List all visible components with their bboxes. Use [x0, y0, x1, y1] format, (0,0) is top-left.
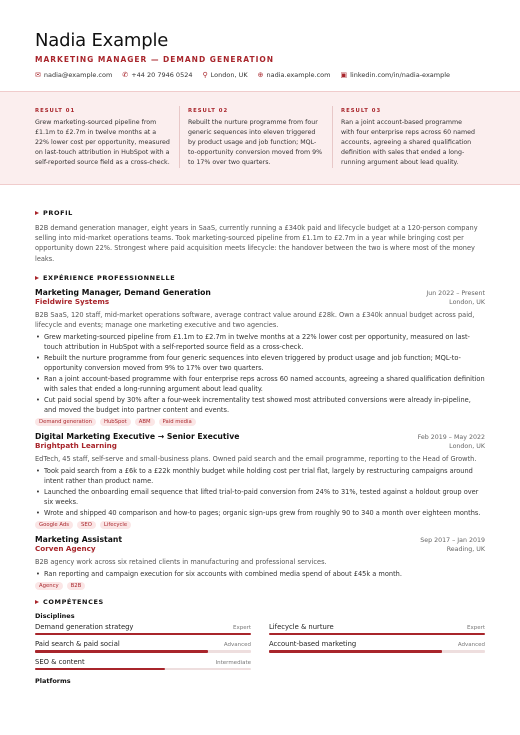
experience-section [0, 274, 520, 590]
phone-text: +44 20 7946 0524 [131, 71, 193, 79]
skill-level-bar [269, 633, 485, 636]
job-tags [35, 582, 485, 590]
skill-tag: HubSpot [100, 418, 131, 426]
result-label: RESULT 03 [341, 108, 382, 114]
skill-level-bar [35, 668, 251, 671]
candidate-role: MARKETING MANAGER — DEMAND GENERATION [35, 55, 275, 64]
result-label: RESULT 02 [188, 108, 229, 114]
result-text: Ran a joint account-based programme with four enterprise reps across 60 named accounts, agreeing a shared qualification definition with sales that ended a long-running argument about lead quality. [341, 119, 475, 166]
skill-tag: B2B [67, 582, 86, 590]
skill-level-fill [269, 633, 485, 636]
job-bullets [35, 569, 485, 579]
location-pin-icon: ⚲ [202, 71, 208, 79]
section-marker-icon [35, 276, 39, 280]
job-bullet: • Grew marketing-sourced pipeline from £1.1m to £2.7m in twelve months at a 22% lower cost per opportunity, measured on last-touch attribution in HubSpot with a self-reported source field as a cross-check. [44, 332, 485, 352]
skill-item [269, 640, 485, 653]
skill-item [35, 640, 251, 653]
section-title: EXPÉRIENCE PROFESSIONNELLE [43, 273, 176, 282]
profile-text: B2B demand generation manager, eight years in SaaS, currently running a £340k paid and lifecycle budget at a 120-person company selling into mid-market operations teams. Took marketing-sourced pipeline from £1.1m to £2.7m in a year while bringing cost per opportunity down 22%. Strongest where paid acquisition meets lifecycle: the handover between the two is where most of the money leaks. [35, 224, 478, 263]
job-location: Reading, UK [446, 545, 485, 553]
job-entry [35, 535, 485, 590]
skill-level-fill [35, 668, 165, 671]
job-location: London, UK [449, 442, 485, 450]
skill-item [35, 623, 251, 636]
globe-icon: ⊕ [257, 71, 264, 79]
skill-name: Paid search & paid social [35, 640, 120, 649]
skills-section [0, 598, 520, 686]
skill-level: Advanced [223, 642, 251, 649]
skill-tag: SEO [77, 521, 96, 529]
contact-row [35, 71, 485, 79]
skills-heading [35, 598, 485, 606]
skill-level: Expert [232, 624, 251, 631]
result-text: Rebuilt the nurture programme from four generic sequences into eleven triggered by product usage and job function; MQL-to-opportunity conversion moved from 9% to 17% over two quarters. [188, 119, 323, 166]
email-text: nadia@example.com [43, 71, 113, 79]
job-dates: Sep 2017 – Jan 2019 [420, 536, 485, 544]
skill-item [269, 623, 485, 636]
skill-level-bar [35, 650, 251, 653]
skill-tag: Google Ads [35, 521, 73, 529]
skill-level-fill [269, 650, 442, 653]
skill-level-fill [35, 650, 208, 653]
skill-name: Account-based marketing [269, 640, 357, 649]
section-marker-icon [35, 600, 39, 604]
job-title: Marketing Assistant [35, 534, 123, 544]
mail-icon: ✉ [35, 71, 41, 79]
skill-tag: ABM [135, 418, 155, 426]
result-card-3 [332, 106, 485, 168]
skill-group-title: Platforms [35, 677, 71, 686]
skill-tag: Paid media [159, 418, 196, 426]
job-description: B2B SaaS, 120 staff, mid-market operations software, average contract value around £28k. Own a £340k annual budget across paid, lifecycle and events; manage one marketing executive and two agencies. [35, 310, 475, 329]
section-title: COMPÉTENCES [43, 597, 104, 606]
skill-level: Expert [466, 624, 485, 631]
job-bullets [35, 466, 485, 518]
skill-level: Advanced [457, 642, 485, 649]
skill-level-bar [269, 650, 485, 653]
location-text: London, UK [210, 71, 248, 79]
job-bullets [35, 332, 485, 415]
skill-level: Intermediate [215, 659, 251, 666]
job-description: EdTech, 45 staff, self-serve and small-business plans. Owned paid search and the email programme, reporting to the Head of Growth. [35, 454, 477, 463]
skill-name: Demand generation strategy [35, 622, 134, 631]
job-description: B2B agency work across six retained clients in manufacturing and professional services. [35, 557, 327, 566]
resume-header [0, 4, 520, 79]
phone-icon: ✆ [122, 71, 129, 79]
skill-tag: Demand generation [35, 418, 96, 426]
section-marker-icon [35, 211, 39, 215]
skill-tag: Agency [35, 582, 63, 590]
job-bullet: • Took paid search from a £6k to a £22k monthly budget while holding cost per trial flat, largely by restructuring campaigns around intent rather than product name. [44, 466, 485, 486]
skill-name: SEO & content [35, 657, 85, 666]
job-location: London, UK [449, 298, 485, 306]
skill-item [35, 658, 251, 671]
job-title: Digital Marketing Executive → Senior Executive [35, 431, 240, 441]
linkedin-icon: ▣ [340, 71, 348, 79]
job-dates: Feb 2019 – May 2022 [417, 433, 485, 441]
job-bullet: • Ran a joint account-based programme with four enterprise reps across 60 named accounts, agreeing a shared qualification definition with sales that ended a long-running argument about lead quality. [44, 374, 485, 394]
job-company: Fieldwire Systems [35, 296, 110, 306]
result-card-2 [179, 106, 332, 168]
job-bullet: • Launched the onboarding email sequence that lifted trial-to-paid conversion from 24% to 31%, tested against a holdout group over six weeks. [44, 487, 485, 507]
website-text: nadia.example.com [266, 71, 331, 79]
key-results-band [0, 91, 520, 185]
job-entry [35, 288, 485, 426]
skill-name: Lifecycle & nurture [269, 622, 334, 631]
contact-website[interactable] [258, 71, 331, 79]
skill-group-title: Disciplines [35, 611, 75, 620]
contact-linkedin[interactable] [341, 71, 451, 79]
profile-section [0, 209, 520, 264]
skill-tag: Lifecycle [100, 521, 131, 529]
job-bullet: • Cut paid social spend by 30% after a four-week incrementality test showed most attributed conversions were already in-pipeline, and moved the budget into partner content and events. [44, 395, 485, 415]
profile-heading [35, 209, 485, 217]
skill-level-bar [35, 633, 251, 636]
skill-level-fill [35, 633, 251, 636]
result-card-1 [35, 106, 179, 168]
skills-grid [35, 623, 485, 676]
job-title: Marketing Manager, Demand Generation [35, 287, 211, 297]
job-company: Brightpath Learning [35, 440, 117, 450]
job-bullet: • Ran reporting and campaign execution for six accounts with combined media spend of about £45k a month. [44, 569, 485, 579]
result-text: Grew marketing-sourced pipeline from £1.1m to £2.7m in twelve months at a 22% lower cost per opportunity, measured on last-touch attribution in HubSpot with a self-reported source field as a cross-check. [35, 119, 170, 166]
job-bullet: • Wrote and shipped 40 comparison and how-to pages; organic sign-ups grew from roughly 90 to 340 a month over eighteen months. [44, 508, 485, 518]
job-tags [35, 521, 485, 529]
job-entry [35, 432, 485, 529]
job-bullet: • Rebuilt the nurture programme from four generic sequences into eleven triggered by product usage and job function; MQL-to-opportunity conversion moved from 9% to 17% over two quarters. [44, 353, 485, 373]
job-company: Corven Agency [35, 543, 96, 553]
job-tags [35, 418, 485, 426]
contact-phone[interactable] [122, 71, 192, 79]
experience-heading [35, 274, 485, 282]
contact-email[interactable] [35, 71, 112, 79]
candidate-name: Nadia Example [35, 30, 169, 51]
contact-location [202, 71, 247, 79]
section-title: PROFIL [43, 209, 73, 217]
linkedin-text: linkedin.com/in/nadia-example [350, 71, 451, 79]
job-dates: Jun 2022 – Present [426, 289, 485, 297]
result-label: RESULT 01 [35, 108, 76, 114]
